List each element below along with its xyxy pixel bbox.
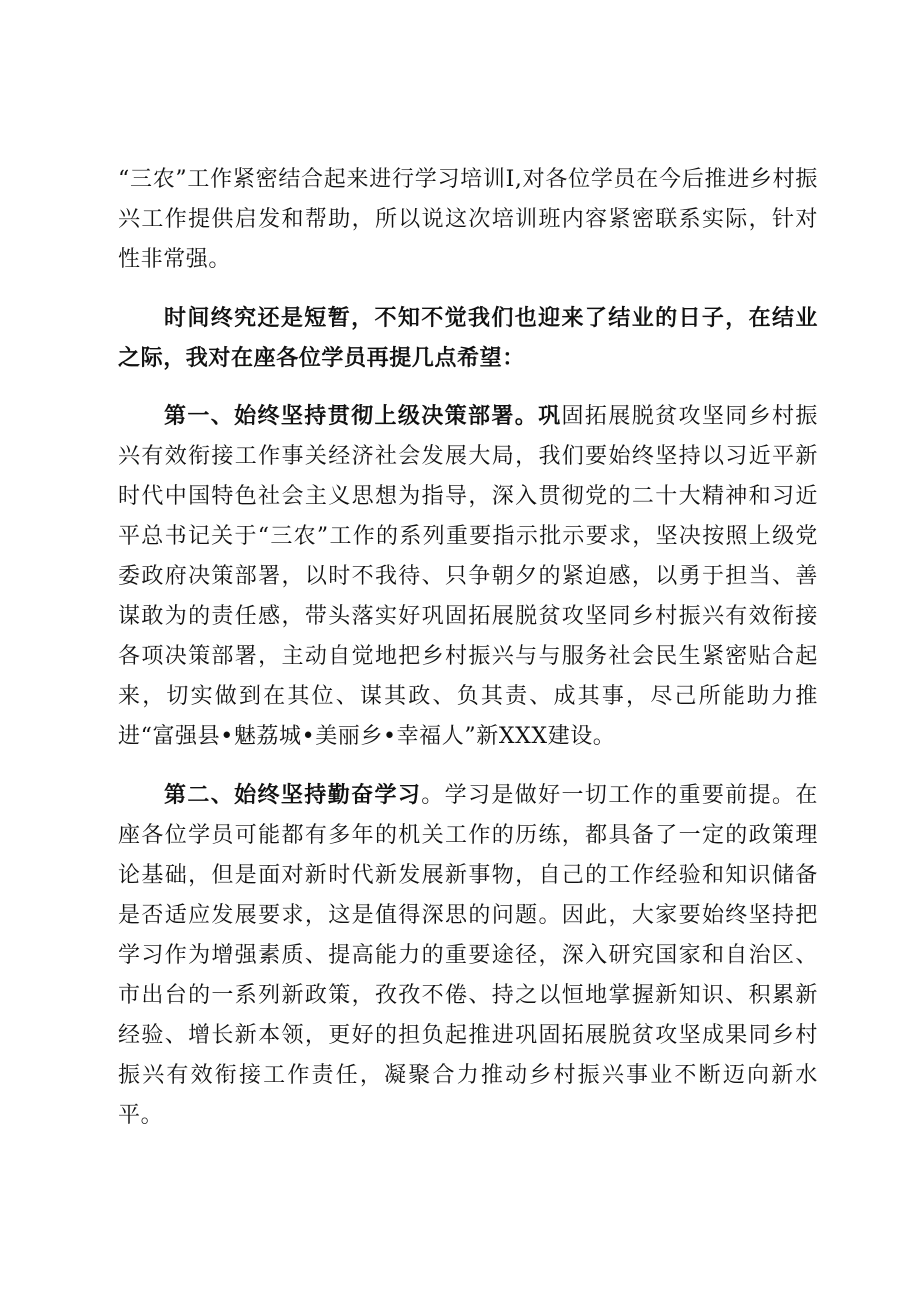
paragraph-lead-heading: 第二、始终坚持勤奋学习 bbox=[164, 782, 422, 808]
paragraph-point-two bbox=[118, 775, 818, 1136]
paragraph-lead-heading: 第一、始终坚持贯彻上级决策部署。巩 bbox=[164, 403, 562, 429]
paragraph-training-summary bbox=[118, 160, 818, 280]
paragraph-closing-intro bbox=[118, 298, 818, 378]
document-body bbox=[118, 160, 818, 1154]
paragraph-text: 时间终究还是短暂，不知不觉我们也迎来了结业的日子，在结业之际，我对在座各位学员再提几点希望： bbox=[118, 305, 818, 371]
paragraph-text: 。学习是做好一切工作的重要前提。在座各位学员可能都有多年的机关工作的历练，都具备了一定的政策理论基础，但是面对新时代新发展新事物，自己的工作经验和知识储备是否适应发展要求，这是值得深思的问题。因此，大家要始终坚持把学习作为增强素质、提高能力的重要途径，深入研究国家和自治区、市出台的一系列新政策，孜孜不倦、持之以恒地掌握新知识、积累新经验、增长新本领，更好的担负起推进巩固拓展脱贫攻坚成果同乡村振兴有效衔接工作责任，凝聚合力推动乡村振兴事业不断迈向新水平。 bbox=[118, 783, 818, 1128]
paragraph-point-one bbox=[118, 396, 818, 757]
paragraph-text: 固拓展脱贫攻坚同乡村振兴有效衔接工作事关经济社会发展大局，我们要始终坚持以习近平新时代中国特色社会主义思想为指导，深入贯彻党的二十大精神和习近平总书记关于“三农”工作的系列重要指示批示要求，坚决按照上级党委政府决策部署，以时不我待、只争朝夕的紧迫感，以勇于担当、善谋敢为的责任感，带头落实好巩固拓展脱贫攻坚同乡村振兴有效衔接各项决策部署，主动自觉地把乡村振兴与与服务社会民生紧密贴合起来，切实做到在其位、谋其政、负其责、成其事，尽己所能助力推进“富强县•魅荔城•美丽乡•幸福人”新XXX建设。 bbox=[118, 404, 818, 749]
paragraph-text: “三农”工作紧密结合起来进行学习培训I,对各位学员在今后推进乡村振兴工作提供启发和帮助，所以说这次培训班内容紧密联系实际，针对性非常强。 bbox=[118, 167, 818, 272]
